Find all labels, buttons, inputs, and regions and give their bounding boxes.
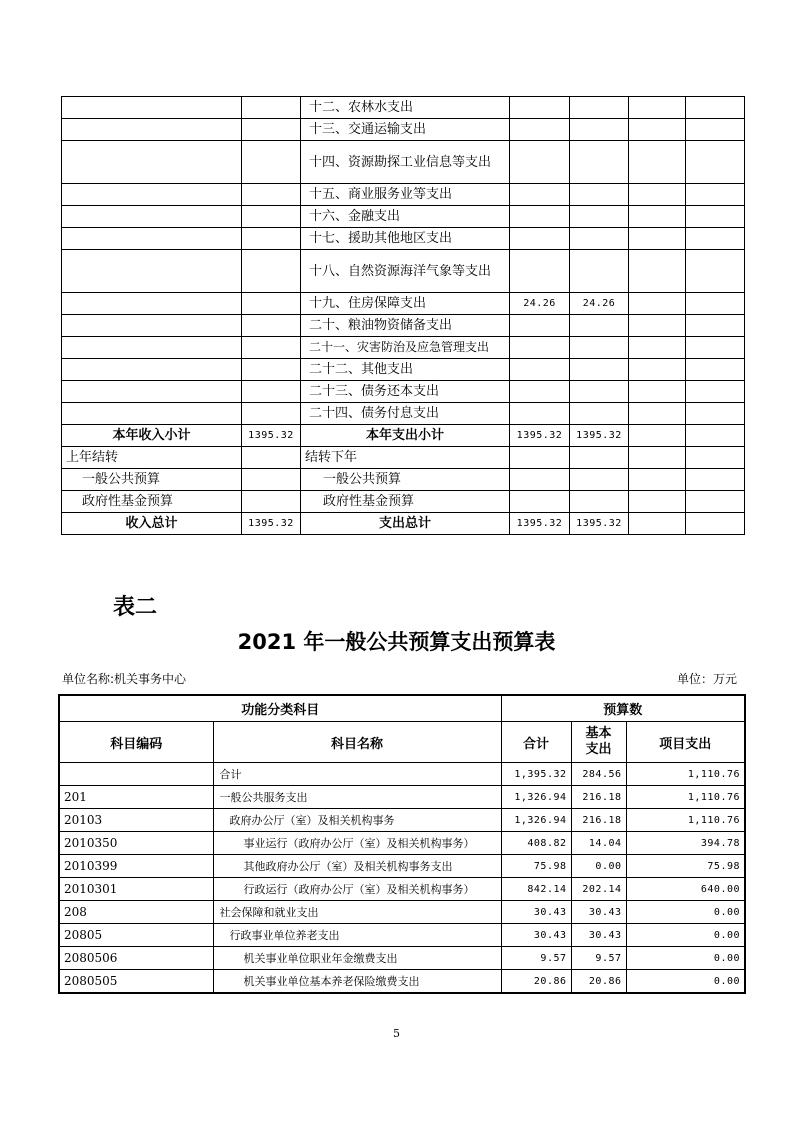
carry-out-label: 结转下年 bbox=[301, 447, 510, 469]
expense-item: 十六、金融支出 bbox=[301, 206, 510, 228]
table-row bbox=[62, 315, 745, 337]
table-row: 208 社会保障和就业支出 30.43 30.43 0.00 bbox=[59, 901, 745, 924]
income-subtotal-value: 1395.32 bbox=[242, 425, 301, 447]
header-row bbox=[59, 695, 745, 722]
table-row bbox=[62, 250, 745, 293]
header-budget: 预算数 bbox=[501, 695, 745, 722]
col-total: 合计 bbox=[501, 722, 571, 763]
table-row: 20103 政府办公厅（室）及相关机构事务 1,326.94 216.18 1,110.76 bbox=[59, 809, 745, 832]
unit-label: 单位：万元 bbox=[676, 672, 737, 686]
expense-item: 十五、商业服务业等支出 bbox=[301, 184, 510, 206]
expense-item: 二十四、债务付息支出 bbox=[301, 403, 510, 425]
col-basic: 基本 支出 bbox=[571, 722, 626, 763]
subtotal-row: 本年收入小计 1395.32 本年支出小计 1395.32 1395.32 bbox=[62, 425, 745, 447]
table-row bbox=[62, 337, 745, 359]
page-number: 5 bbox=[393, 1027, 400, 1040]
expense-item: 十二、农林水支出 bbox=[301, 97, 510, 119]
table-row bbox=[62, 119, 745, 141]
table-row: 2010301 行政运行（政府办公厅（室）及相关机构事务） 842.14 202.14 640.00 bbox=[59, 878, 745, 901]
expense-item: 二十、粮油物资储备支出 bbox=[301, 315, 510, 337]
header-category: 功能分类科目 bbox=[59, 695, 501, 722]
general-budget-in: 一般公共预算 bbox=[62, 469, 242, 491]
expense-item: 十三、交通运输支出 bbox=[301, 119, 510, 141]
table-row: 2080505 机关事业单位基本养老保险缴费支出 20.86 20.86 0.00 bbox=[59, 970, 745, 994]
table-row: 2010350 事业运行（政府办公厅（室）及相关机构事务） 408.82 14.04 394.78 bbox=[59, 832, 745, 855]
table-row: 2010399 其他政府办公厅（室）及相关机构事务支出 75.98 0.00 75.98 bbox=[59, 855, 745, 878]
table-row: 2080506 机关事业单位职业年金缴费支出 9.57 9.57 0.00 bbox=[59, 947, 745, 970]
fund-budget-in: 政府性基金预算 bbox=[62, 491, 242, 513]
expense-item: 十八、自然资源海洋气象等支出 bbox=[301, 250, 510, 293]
table-row: 合计 1,395.32 284.56 1,110.76 bbox=[59, 763, 745, 786]
col-name: 科目名称 bbox=[213, 722, 501, 763]
expense-total-label: 支出总计 bbox=[301, 513, 510, 535]
total-row: 收入总计 1395.32 支出总计 1395.32 1395.32 bbox=[62, 513, 745, 535]
table-row bbox=[62, 206, 745, 228]
income-subtotal-label: 本年收入小计 bbox=[62, 425, 242, 447]
table-row bbox=[62, 381, 745, 403]
table-tag: 表二 bbox=[113, 595, 158, 620]
table-row bbox=[62, 141, 745, 184]
table-row: 十九、住房保障支出 24.26 24.26 bbox=[62, 293, 745, 315]
carryover-row bbox=[62, 447, 745, 469]
table-row bbox=[62, 184, 745, 206]
income-total-label: 收入总计 bbox=[62, 513, 242, 535]
table-row: 20805 行政事业单位养老支出 30.43 30.43 0.00 bbox=[59, 924, 745, 947]
general-budget-expense-table bbox=[58, 694, 746, 994]
expense-subtotal-label: 本年支出小计 bbox=[301, 425, 510, 447]
header-row bbox=[59, 722, 745, 763]
expense-item: 二十三、债务还本支出 bbox=[301, 381, 510, 403]
income-expense-summary-table bbox=[61, 96, 745, 535]
income-total-value: 1395.32 bbox=[242, 513, 301, 535]
expense-item: 十七、援助其他地区支出 bbox=[301, 228, 510, 250]
unit-name: 单位名称:机关事务中心 bbox=[62, 672, 187, 686]
table-row bbox=[62, 403, 745, 425]
col-project: 项目支出 bbox=[626, 722, 745, 763]
expense-item: 十四、资源勘探工业信息等支出 bbox=[301, 141, 510, 184]
carry-in-label: 上年结转 bbox=[62, 447, 242, 469]
table-row: 201 一般公共服务支出 1,326.94 216.18 1,110.76 bbox=[59, 786, 745, 809]
fund-budget-out: 政府性基金预算 bbox=[301, 491, 510, 513]
carryover-row bbox=[62, 469, 745, 491]
carryover-row bbox=[62, 491, 745, 513]
col-code: 科目编码 bbox=[59, 722, 213, 763]
table-row bbox=[62, 228, 745, 250]
expense-item: 二十二、其他支出 bbox=[301, 359, 510, 381]
general-budget-out: 一般公共预算 bbox=[301, 469, 510, 491]
page-title: 2021 年一般公共预算支出预算表 bbox=[237, 630, 556, 654]
table-row bbox=[62, 359, 745, 381]
table-row bbox=[62, 97, 745, 119]
expense-item: 十九、住房保障支出 bbox=[301, 293, 510, 315]
expense-item: 二十一、灾害防治及应急管理支出 bbox=[301, 337, 510, 359]
